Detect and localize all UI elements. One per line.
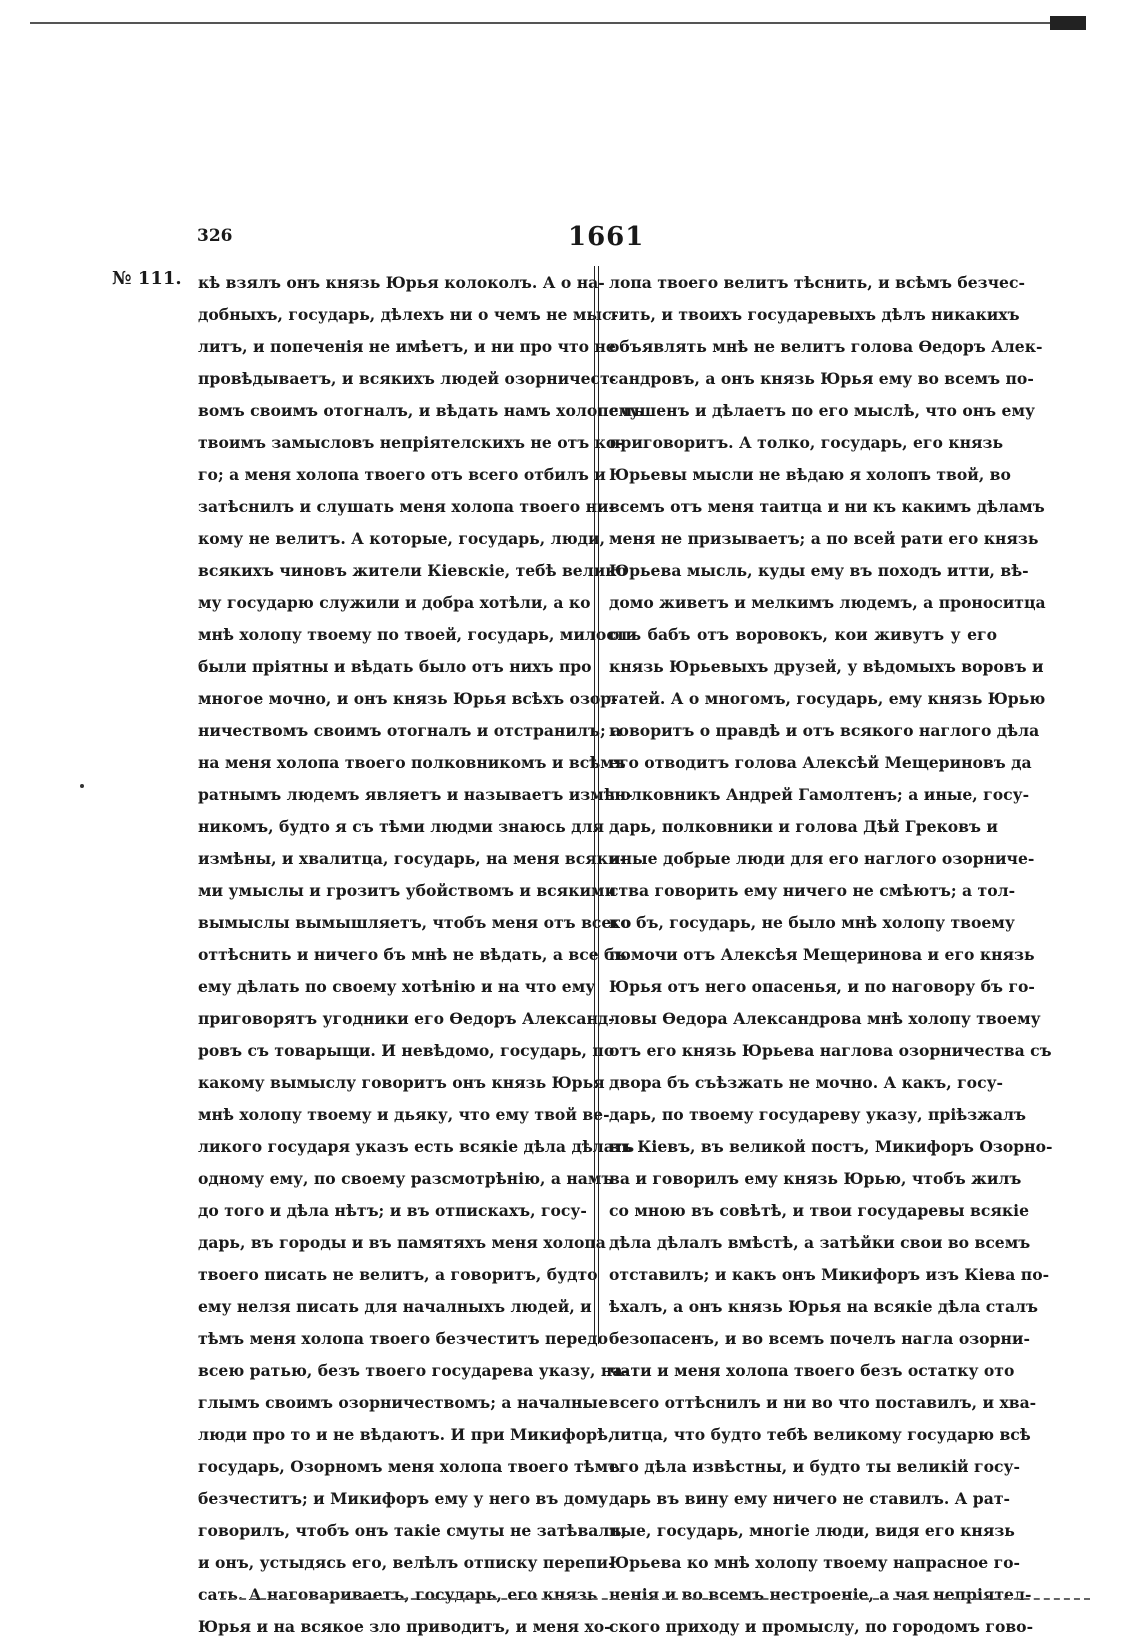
text-line: его отводитъ голова Алексѣй Мещериновъ да	[609, 753, 1032, 772]
text-line: ского приходу и промыслу, по городомъ гово-	[609, 1617, 1034, 1636]
text-line: приговорятъ угодники его Өедоръ Александ-	[198, 1009, 615, 1028]
text-line: ненія и во всемъ нестроеніе, а чая непріятел-	[609, 1585, 1032, 1604]
text-line: помочи отъ Алексѣя Мещеринова и его князь	[609, 945, 1035, 964]
text-line: чати и меня холопа твоего безъ остатку ото	[609, 1361, 1015, 1380]
text-line: въ Кіевъ, въ великой постъ, Микифоръ Озорно-	[609, 1137, 1053, 1156]
text-line: глымъ своимъ озорничествомъ; а началные	[198, 1393, 608, 1412]
text-line: му государю служили и добра хотѣли, а ко	[198, 593, 591, 612]
text-line: ровъ съ товарыщи. И невѣдомо, государь, по	[198, 1041, 615, 1060]
text-line: до того и дѣла нѣтъ; и въ отпискахъ, госу-	[198, 1201, 587, 1220]
text-line: князь Юрьевыхъ друзей, у вѣдомыхъ воровъ и	[609, 657, 1044, 676]
text-line: одному ему, по своему разсмотрѣнію, а намъ	[198, 1169, 614, 1188]
text-line: какому вымыслу говоритъ онъ князь Юрья	[198, 1073, 605, 1092]
text-line: Юрьевы мысли не вѣдаю я холопъ твой, во	[609, 465, 1011, 484]
text-line: кому не велитъ. А которые, государь, люди,	[198, 529, 605, 548]
text-line: татей. А о многомъ, государь, ему князь Юрью	[609, 689, 1046, 708]
text-line: отъ бабъ отъ воровокъ, кои живутъ у его	[609, 625, 997, 644]
text-line: безопасенъ, и во всемъ почелъ нагла озорни-	[609, 1329, 1030, 1348]
text-line: литъ, и попеченія не имѣетъ, и ни про что не	[198, 337, 616, 356]
text-line: отъ его князь Юрьева наглова озорничества съ	[609, 1041, 1052, 1060]
text-line: на меня холопа твоего полковникомъ и всѣмъ	[198, 753, 626, 772]
text-line: твоего писать не велитъ, а говоритъ, будто	[198, 1265, 598, 1284]
scan-edge-top	[30, 22, 1070, 24]
text-line: меня не призываетъ; а по всей рати его князь	[609, 529, 1039, 548]
page-number: 326	[197, 226, 233, 246]
text-line: твоимъ замысловъ непріятелскихъ не отъ ко-	[198, 433, 623, 452]
text-line: ликого государя указъ есть всякіе дѣла дѣлать	[198, 1137, 635, 1156]
text-line: дарь, полковники и голова Дѣй Грековъ и	[609, 817, 998, 836]
text-line: объявлять мнѣ не велитъ голова Өедоръ Алек-	[609, 337, 1043, 356]
column-divider	[598, 266, 599, 1344]
text-line: его дѣла извѣстны, и будто ты великій госу-	[609, 1457, 1020, 1476]
text-line: говоритъ о правдѣ и отъ всякого наглого дѣла	[609, 721, 1040, 740]
text-line: ко бъ, государь, не было мнѣ холопу твоему	[609, 913, 1015, 932]
text-line: дарь въ вину ему ничего не ставилъ. А рат-	[609, 1489, 1010, 1508]
text-line: кѣ взялъ онъ князь Юрья колоколъ. А о на-	[198, 273, 605, 292]
text-line: Юрьева мысль, куды ему въ походъ итти, вѣ-	[609, 561, 1029, 580]
document-number: № 111.	[112, 268, 182, 289]
text-line: ничествомъ своимъ отогналъ и отстранилъ; а	[198, 721, 622, 740]
text-line: говорилъ, чтобъ онъ такіе смуты не затѣвалъ,	[198, 1521, 627, 1540]
text-line: всею ратью, безъ твоего государева указу, на-	[198, 1361, 629, 1380]
text-line: го; а меня холопа твоего отъ всего отбилъ и	[198, 465, 606, 484]
text-line: мнѣ холопу твоему и дьяку, что ему твой ве-	[198, 1105, 610, 1124]
text-line: были пріятны и вѣдать было отъ нихъ про	[198, 657, 592, 676]
text-line: лопа твоего велитъ тѣснить, и всѣмъ безчес-	[609, 273, 1025, 292]
text-line: ства говорить ему ничего не смѣютъ; а тол-	[609, 881, 1016, 900]
text-line: ѣхалъ, а онъ князь Юрья на всякіе дѣла сталъ	[609, 1297, 1039, 1316]
text-line: Юрья отъ него опасенья, и по наговору бъ го-	[609, 977, 1035, 996]
text-line: Юрья и на всякое зло приводитъ, и меня хо-	[198, 1617, 611, 1636]
text-line: никомъ, будто я съ тѣми людми знаюсь для	[198, 817, 605, 836]
text-line: люди про то и не вѣдаютъ. И при Микифорѣ,	[198, 1425, 614, 1444]
text-column-left	[198, 267, 645, 1643]
year-heading: 1661	[568, 222, 645, 252]
text-line: мнѣ холопу твоему по твоей, государь, милости	[198, 625, 638, 644]
text-line: ми умыслы и грозитъ убойствомъ и всякими	[198, 881, 617, 900]
text-line: затѣснилъ и слушать меня холопа твоего ни-	[198, 497, 616, 516]
text-line: со мною въ совѣтѣ, и твои государевы всякіе	[609, 1201, 1030, 1220]
text-line: Юрьева ко мнѣ холопу твоему напрасное го-	[609, 1553, 1021, 1572]
text-line: и онъ, устыдясь его, велѣлъ отписку перепи-	[198, 1553, 615, 1572]
text-line: вомъ своимъ отогналъ, и вѣдать намъ холопемъ	[198, 401, 645, 420]
text-line: вымыслы вымышляетъ, чтобъ меня отъ всего	[198, 913, 632, 932]
text-line: всего оттѣснилъ и ни во что поставилъ, и хва-	[609, 1393, 1037, 1412]
text-line: измѣны, и хвалитца, государь, на меня всяки-	[198, 849, 627, 868]
text-line: ему дѣлать по своему хотѣнію и на что ему	[198, 977, 596, 996]
text-line: ва и говорилъ ему князь Юрью, чтобъ жилъ	[609, 1169, 1022, 1188]
text-line: ратнымъ людемъ являетъ и называетъ измѣн-	[198, 785, 633, 804]
scan-speck	[80, 784, 84, 788]
text-line: дарь, въ городы и въ памятяхъ меня холопа	[198, 1233, 606, 1252]
text-line: тѣмъ меня холопа твоего безчеститъ передо	[198, 1329, 608, 1348]
scan-edge-bottom	[220, 1598, 1090, 1600]
text-line: двора бъ съѣзжать не мочно. А какъ, госу-	[609, 1073, 1004, 1092]
text-line: литца, что будто тебѣ великому государю всѣ	[609, 1425, 1031, 1444]
text-line: оттѣснить и ничего бъ мнѣ не вѣдать, а все бъ	[198, 945, 627, 964]
scan-mark	[1050, 16, 1086, 30]
text-line: тить, и твоихъ государевыхъ дѣлъ никакихъ	[609, 305, 1020, 324]
text-line: всемъ отъ меня таитца и ни къ какимъ дѣламъ	[609, 497, 1045, 516]
text-line: дѣла дѣлалъ вмѣстѣ, а затѣйки свои во всемъ	[609, 1233, 1031, 1252]
text-line: домо живетъ и мелкимъ людемъ, а проноситца	[609, 593, 1046, 612]
text-line: добныхъ, государь, дѣлехъ ни о чемъ не мыс-	[198, 305, 619, 324]
text-line: ловы Өедора Александрова мнѣ холопу твоему	[609, 1009, 1041, 1028]
text-line: сандровъ, а онъ князь Юрья ему во всемъ по-	[609, 369, 1034, 388]
text-line: всякихъ чиновъ жители Кіевскіе, тебѣ велико	[198, 561, 627, 580]
text-line: сать. А наговариваетъ, государь, его князь	[198, 1585, 598, 1604]
text-line: иные добрые люди для его наглого озорниче-	[609, 849, 1035, 868]
text-line: безчеститъ; и Микифоръ ему у него въ дому	[198, 1489, 609, 1508]
text-line: дарь, по твоему государеву указу, пріѣзжалъ	[609, 1105, 1026, 1124]
text-line: государь, Озорномъ меня холопа твоего тѣмъ	[198, 1457, 621, 1476]
text-line: многое мочно, и онъ князь Юрья всѣхъ озор-	[198, 689, 618, 708]
text-line: ные, государь, многіе люди, видя его князь	[609, 1521, 1015, 1540]
text-line: ему нелзя писать для началныхъ людей, и	[198, 1297, 592, 1316]
text-line: слушенъ и дѣлаетъ по его мыслѣ, что онъ ему	[609, 401, 1035, 420]
column-divider	[594, 266, 595, 1344]
text-line: приговоритъ. А толко, государь, его князь	[609, 433, 1004, 452]
text-line: полковникъ Андрей Гамолтенъ; а иные, госу-	[609, 785, 1030, 804]
text-line: отставилъ; и какъ онъ Микифоръ изъ Кіева по-	[609, 1265, 1050, 1284]
text-column-right	[609, 267, 1053, 1643]
text-line: провѣдываетъ, и всякихъ людей озорничест-	[198, 369, 617, 388]
